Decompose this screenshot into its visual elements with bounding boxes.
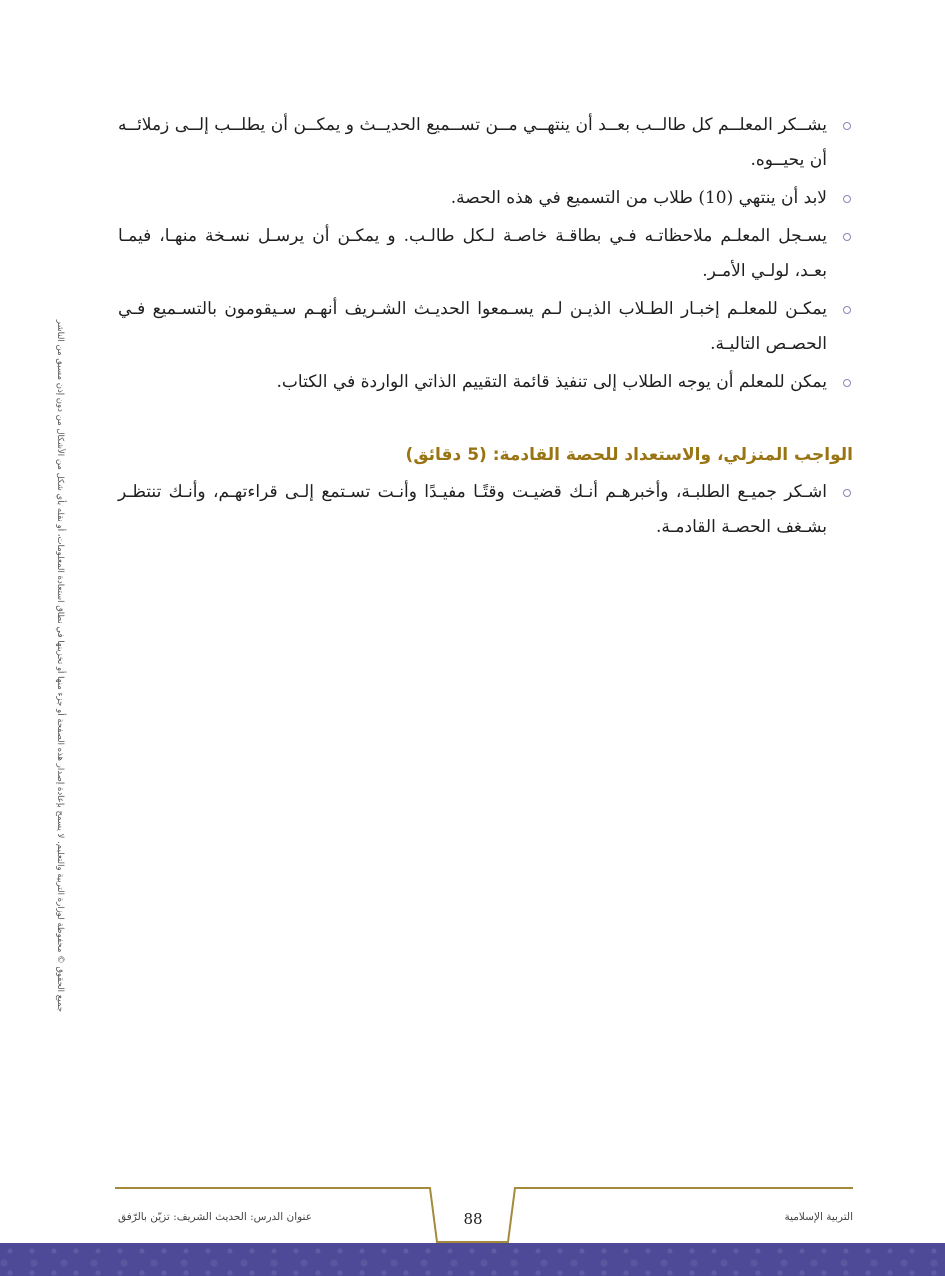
bullet-ring-icon bbox=[843, 379, 851, 387]
procedure-list bbox=[118, 108, 853, 400]
bullet-ring-icon bbox=[843, 306, 851, 314]
list-item-text: يسـجل المعلـم ملاحظاتـه فـي بطاقـة خاصـة لـكل طالـب. و يمكـن أن يرسـل نسـخة منهـا، فيمـا بعـد، لولـي الأمـر. bbox=[118, 226, 827, 281]
copyright-side-note: جميع الحقوق © محفوظة لوزارة التربية والتعليم. لا يسمح بإعادة إصدار هذه الصفحة أو جزء منها أو تخزينها في نطاق استعادة المعلومات، أو نقله بأي شكل من الأشكال من دون إذن مسبق من الناشر bbox=[55, 319, 65, 1012]
list-item bbox=[118, 365, 853, 400]
list-item-text: لابد أن ينتهي (10) طلاب من التسميع في هذه الحصة. bbox=[450, 188, 827, 208]
list-item bbox=[118, 219, 853, 289]
bullet-ring-icon bbox=[843, 233, 851, 241]
list-item-text: يشــكر المعلــم كل طالــب بعــد أن ينتهــي مــن تســميع الحديــث و يمكــن أن يطلــب إلــى زملائــه أن يحيــوه. bbox=[118, 115, 827, 170]
homework-heading: الواجب المنزلي، والاستعداد للحصة القادمة: (5 دقائق) bbox=[405, 445, 853, 465]
list-item-text: يمكن للمعلم أن يوجه الطلاب إلى تنفيذ قائمة التقييم الذاتي الواردة في الكتاب. bbox=[276, 372, 827, 392]
footer-subject: التربية الإسلامية bbox=[784, 1211, 853, 1223]
list-item bbox=[118, 108, 853, 178]
bullet-ring-icon bbox=[843, 122, 851, 130]
list-item-text: يمكـن للمعلـم إخبـار الطـلاب الذيـن لـم يسـمعوا الحديـث الشـريف أنهـم سـيقومون بالتسـميع فـي الحصـص التاليـة. bbox=[118, 299, 827, 354]
page-number: 88 bbox=[463, 1210, 483, 1228]
decorative-bottom-band bbox=[0, 1243, 945, 1276]
footer-lesson-title: عنوان الدرس: الحديث الشريف: تزيّن بالرّفق bbox=[118, 1211, 312, 1223]
list-item bbox=[118, 292, 853, 362]
homework-list bbox=[118, 475, 853, 545]
bullet-ring-icon bbox=[843, 195, 851, 203]
list-item bbox=[118, 475, 853, 545]
bullet-ring-icon bbox=[843, 489, 851, 497]
lesson-content bbox=[118, 108, 853, 548]
list-item bbox=[118, 181, 853, 216]
list-item-text: اشـكر جميـع الطلبـة، وأخبرهـم أنـك قضيـت وقتًـا مفيـدًا وأنـت تسـتمع إلـى قراءتهـم، وأنـك تنتظـر بشـغف الحصـة القادمـة. bbox=[118, 482, 827, 537]
